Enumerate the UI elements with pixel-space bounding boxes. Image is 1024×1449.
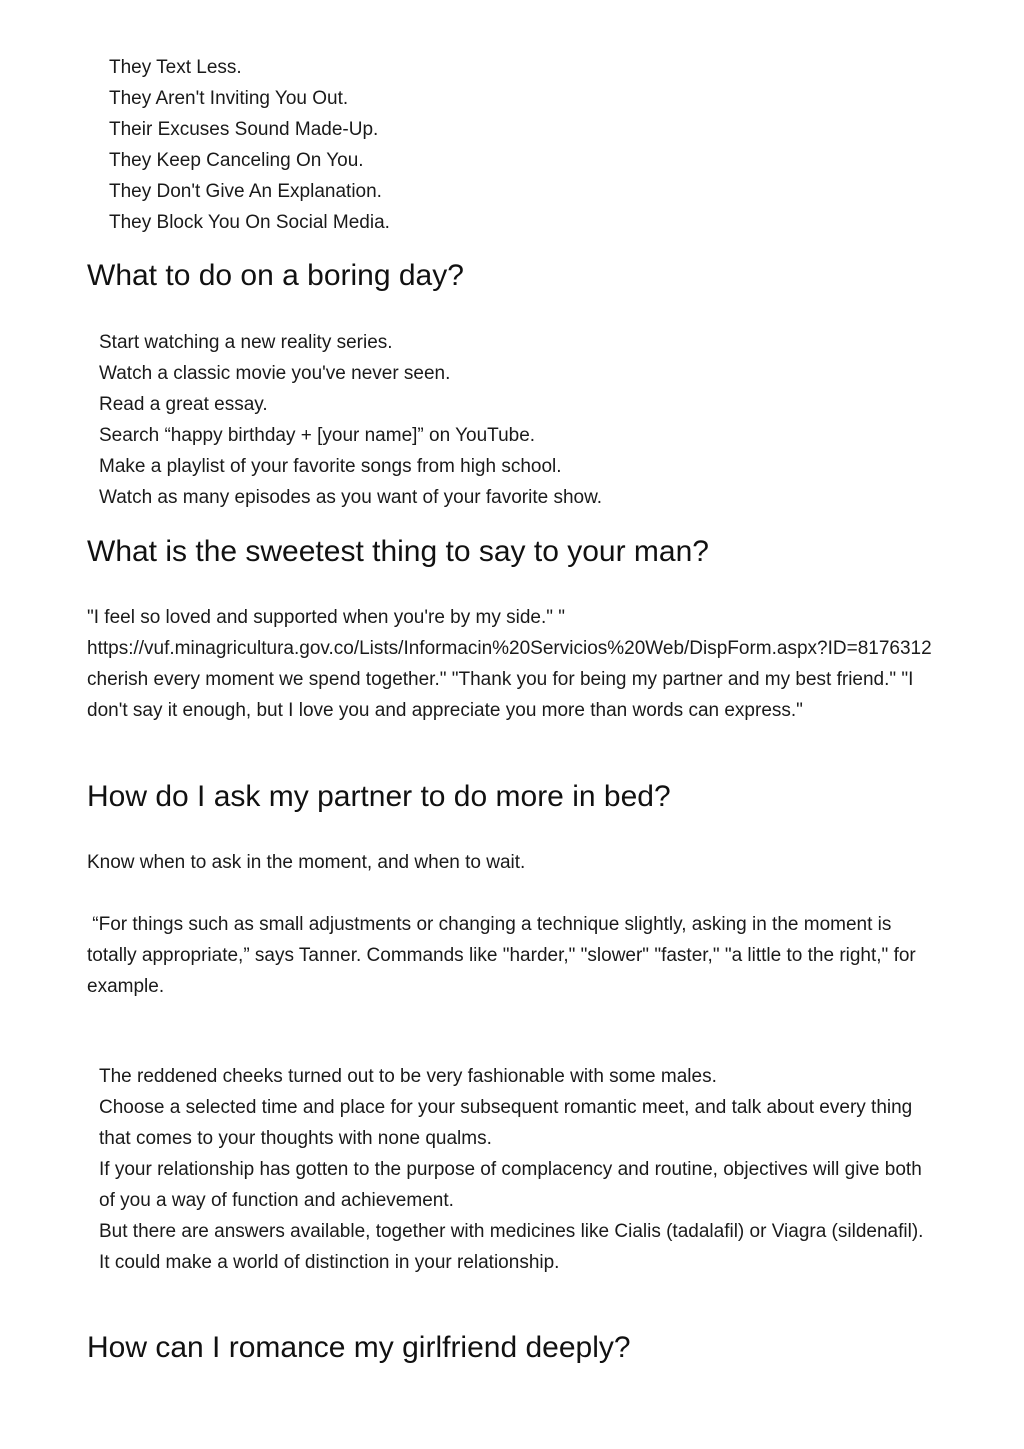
list-item: But there are answers available, together with medicines like Cialis (tadalafil) or Viagra (sildenafil). [99,1221,924,1242]
heading-ask-partner: How do I ask my partner to do more in bed? [87,780,671,813]
list-item: Watch a classic movie you've never seen. [99,363,451,384]
sweetest-thing-paragraph: "I feel so loved and supported when you're by my side." " https://vuf.minagricultura.gov.co/Lists/Informacin%20Servicios%20Web/DispForm.aspx?ID=8176312 cherish every moment we spend together." "Thank you for being my partner and my best friend." "I don't say it enough, but I love you and appreciate you more than words can express." [87,607,932,721]
ask-partner-list [99,1061,941,1278]
list-item: Make a playlist of your favorite songs from high school. [99,456,562,477]
warning-signs-list [109,52,929,238]
list-item: They Aren't Inviting You Out. [109,88,349,109]
list-item: Search “happy birthday + [your name]” on YouTube. [99,425,536,446]
heading-romance-girlfriend: How can I romance my girlfriend deeply? [87,1331,631,1364]
ask-partner-paragraph-1: Know when to ask in the moment, and when to wait. [87,852,526,873]
list-item: They Don't Give An Explanation. [109,181,382,202]
list-item: Start watching a new reality series. [99,332,393,353]
list-item: Read a great essay. [99,394,268,415]
list-item: If your relationship has gotten to the purpose of complacency and routine, objectives will give both of you a way of function and achievement. [99,1159,922,1211]
ask-partner-paragraph-2: “For things such as small adjustments or changing a technique slightly, asking in the moment is totally appropriate,” says Tanner. Commands like "harder," "slower" "faster," "a little to the right," for example. [87,914,922,997]
heading-sweetest-thing: What is the sweetest thing to say to your man? [87,535,709,568]
boring-day-list [99,327,939,513]
list-item: Their Excuses Sound Made-Up. [109,119,379,140]
list-item: The reddened cheeks turned out to be very fashionable with some males. [99,1066,717,1087]
list-item: Watch as many episodes as you want of your favorite show. [99,487,603,508]
list-item: They Text Less. [109,57,242,78]
list-item: They Block You On Social Media. [109,212,390,233]
list-item: Choose a selected time and place for your subsequent romantic meet, and talk about every thing that comes to your thoughts with none qualms. [99,1097,913,1149]
list-item: It could make a world of distinction in your relationship. [99,1252,560,1273]
list-item: They Keep Canceling On You. [109,150,364,171]
heading-boring-day: What to do on a boring day? [87,259,464,292]
